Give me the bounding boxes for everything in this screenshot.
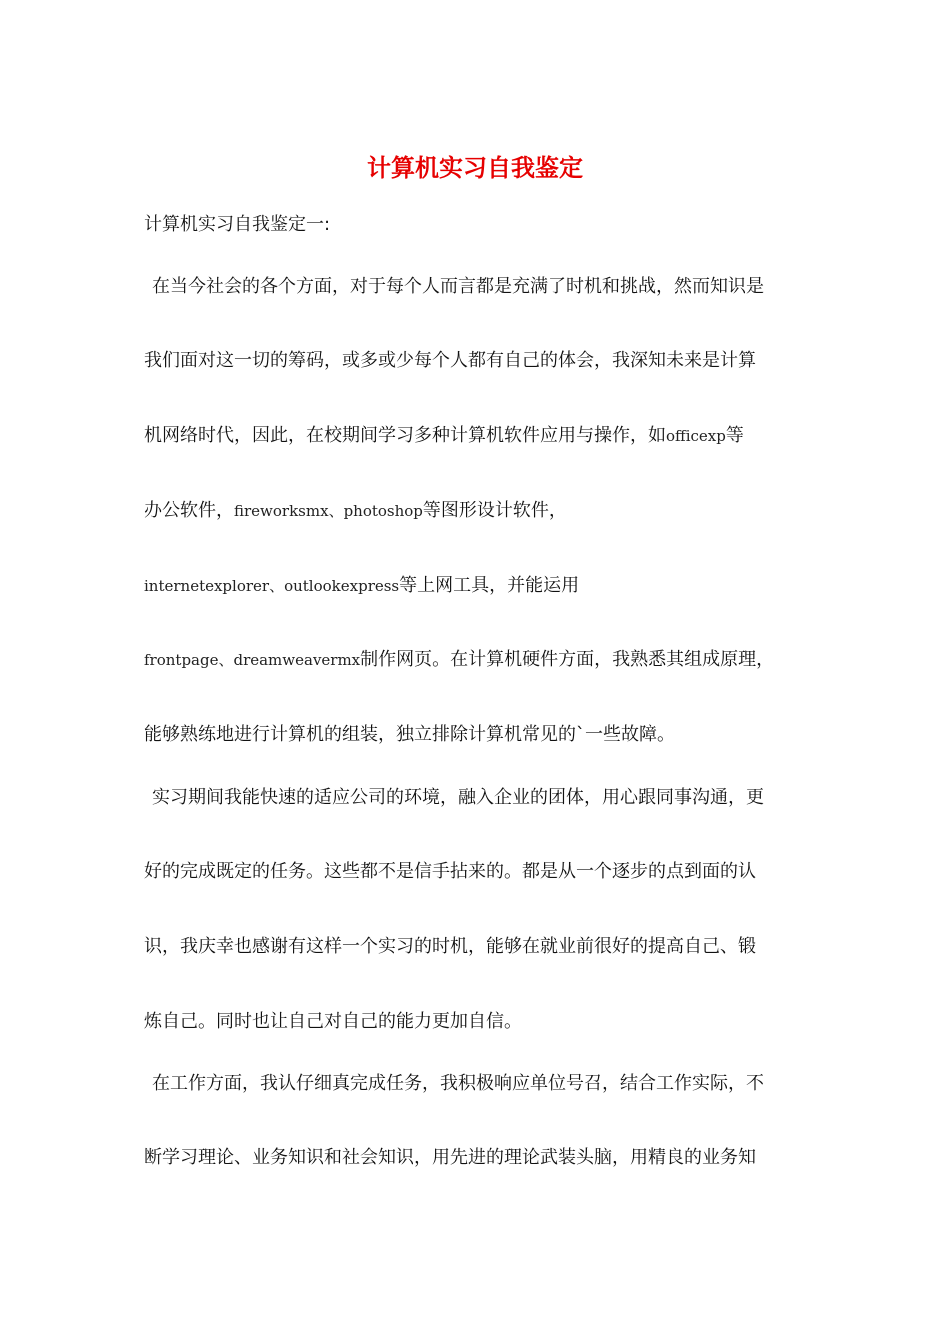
paragraph-line — [144, 647, 774, 673]
software-name: officexp — [666, 427, 726, 445]
text-segment: 机网络时代，因此，在校期间学习多种计算机软件应用与操作，如 — [144, 425, 666, 446]
text-segment: 等上网工具，并能运用 — [399, 575, 580, 596]
paragraph-line — [144, 573, 579, 599]
paragraph-line: 炼自己。同时也让自己对自己的能力更加自信。 — [144, 1011, 522, 1032]
paragraph-line: 在当今社会的各个方面，对于每个人而言都是充满了时机和挑战，然而知识是 — [152, 276, 764, 297]
software-name: fireworksmx、photoshop — [234, 502, 423, 520]
paragraph-line — [144, 423, 744, 449]
paragraph-line — [144, 498, 567, 524]
paragraph-line: 识，我庆幸也感谢有这样一个实习的时机，能够在就业前很好的提高自己、锻 — [144, 936, 756, 957]
paragraph-line: 我们面对这一切的筹码，或多或少每个人都有自己的体会，我深知未来是计算 — [144, 350, 756, 371]
text-segment: 制作网页。在计算机硬件方面，我熟悉其组成原理， — [360, 649, 775, 670]
paragraph-line: 在工作方面，我认仔细真完成任务，我积极响应单位号召，结合工作实际，不 — [152, 1073, 764, 1094]
text-segment: 等 — [725, 425, 744, 446]
software-name: internetexplorer、outlookexpress — [144, 577, 400, 595]
paragraph-line: 能够熟练地进行计算机的组装，独立排除计算机常见的`一些故障。 — [144, 724, 675, 745]
paragraph-line: 断学习理论、业务知识和社会知识，用先进的理论武装头脑，用精良的业务知 — [144, 1147, 756, 1168]
paragraph-line: 实习期间我能快速的适应公司的环境，融入企业的团体，用心跟同事沟通，更 — [152, 787, 764, 808]
paragraph-line: 好的完成既定的任务。这些都不是信手拈来的。都是从一个逐步的点到面的认 — [144, 861, 756, 882]
software-name: frontpage、dreamweavermx — [144, 651, 361, 669]
text-segment: 办公软件， — [144, 500, 234, 521]
text-segment: 等图形设计软件， — [422, 500, 567, 521]
section-heading: 计算机实习自我鉴定一: — [144, 214, 331, 235]
document-title: 计算机实习自我鉴定 — [367, 153, 583, 182]
